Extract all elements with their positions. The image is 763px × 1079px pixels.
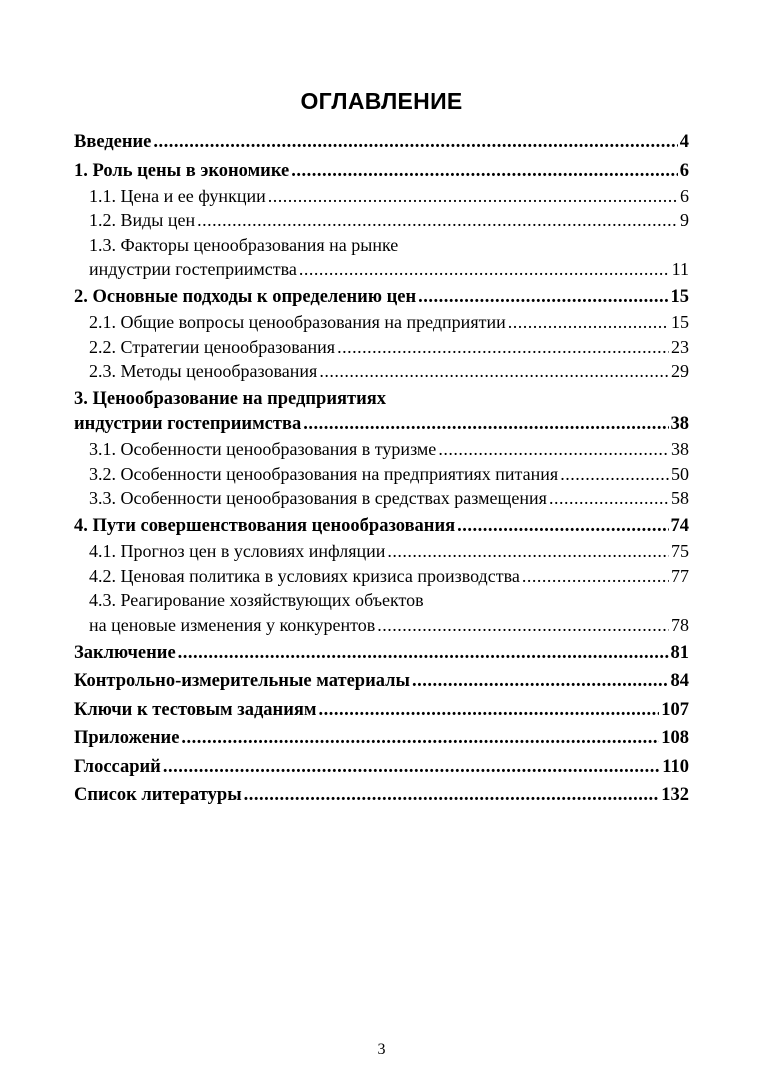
toc-entry-page: 6 [680, 185, 689, 206]
toc-entry-title: 2.1. Общие вопросы ценообразования на предприятии [89, 312, 506, 332]
toc-entry-page: 81 [670, 642, 689, 663]
toc-entry-page: 78 [671, 614, 689, 635]
toc-entry-title-line: 3. Ценообразование на предприятиях [74, 389, 386, 409]
dot-leader [318, 698, 659, 723]
toc-entry-section-3-2[interactable] [74, 462, 689, 487]
toc-entry-title: 2. Основные подходы к определению цен [74, 287, 417, 307]
dot-leader [153, 130, 677, 155]
toc-entry-page: 9 [680, 210, 689, 230]
toc-entry-introduction[interactable] [74, 130, 689, 155]
toc-entry-title-line: 1.3. Факторы ценообразования на рынке [89, 234, 399, 255]
toc-entry-title: Приложение [74, 728, 180, 748]
page-number: 3 [377, 1041, 386, 1058]
dot-leader [244, 783, 660, 808]
toc-entry-title: 1.1. Цена и ее функции [89, 185, 266, 206]
toc-entry-page: 110 [662, 756, 689, 777]
dot-leader [549, 486, 669, 511]
toc-entry-page: 74 [670, 516, 689, 536]
toc-entry-assessment-materials[interactable] [74, 669, 689, 694]
toc-entry-title: Заключение [74, 642, 176, 663]
toc-entry-page: 107 [661, 699, 689, 720]
toc-entry-title: 2.3. Методы ценообразования [89, 361, 318, 381]
toc-entry-bibliography[interactable] [74, 783, 689, 808]
toc-entry-title: Контрольно-измерительные материалы [74, 671, 410, 691]
toc-entry-page: 15 [670, 287, 689, 307]
toc-entry-section-4-2[interactable] [74, 564, 689, 589]
toc-entry-page: 11 [671, 259, 689, 279]
toc-entry-page: 58 [671, 488, 689, 508]
toc-entry-section-1-3[interactable] [74, 233, 689, 282]
toc-entry-conclusion[interactable] [74, 641, 689, 666]
dot-leader [457, 514, 668, 539]
toc-entry-title: на ценовые изменения у конкурентов [89, 614, 376, 635]
toc-entry-title: индустрии гостеприимства [74, 414, 302, 434]
toc-entry-page: 15 [671, 312, 689, 332]
toc-entry-title: 3.2. Особенности ценообразования на предприятиях питания [89, 463, 559, 484]
dot-leader [412, 669, 669, 694]
dot-leader [522, 564, 669, 589]
dot-leader [560, 462, 669, 487]
toc-entry-title: 3.3. Особенности ценообразования в средствах размещения [89, 488, 547, 508]
toc-entry-section-4-3[interactable] [74, 588, 689, 637]
toc-entry-section-1-1[interactable] [74, 184, 689, 209]
dot-leader [438, 437, 669, 462]
toc-entry-page: 108 [661, 728, 689, 748]
toc-entry-page: 38 [670, 414, 689, 434]
toc-entry-page: 23 [671, 336, 689, 357]
toc-entry-chapter-4[interactable] [74, 514, 689, 539]
toc-entry-page: 50 [671, 463, 689, 484]
toc-entry-page: 29 [671, 361, 689, 381]
toc-entry-section-2-1[interactable] [74, 310, 689, 335]
toc-entry-title-line: 4.3. Реагирование хозяйствующих объектов [89, 590, 424, 610]
toc-entry-title: Глоссарий [74, 756, 161, 777]
dot-leader [337, 335, 669, 360]
toc-entry-title: Ключи к тестовым заданиям [74, 699, 317, 720]
toc-entry-section-1-2[interactable] [74, 208, 689, 233]
toc-entry-page: 75 [671, 541, 689, 561]
toc-entry-title: 4.1. Прогноз цен в условиях инфляции [89, 541, 386, 561]
toc-entry-title: 4. Пути совершенствования ценообразования [74, 516, 456, 536]
dot-leader [377, 613, 669, 638]
toc-entry-section-4-1[interactable] [74, 539, 689, 564]
dot-leader [291, 159, 678, 184]
toc-entry-test-keys[interactable] [74, 698, 689, 723]
toc-entry-section-3-3[interactable] [74, 486, 689, 511]
toc-entry-page: 77 [671, 565, 689, 586]
dot-leader [303, 412, 668, 437]
toc-entry-section-2-2[interactable] [74, 335, 689, 360]
toc-entry-chapter-3[interactable] [74, 387, 689, 437]
toc-entry-title: 1. Роль цены в экономике [74, 160, 290, 181]
toc-entry-chapter-2[interactable] [74, 285, 689, 310]
toc-entry-page: 6 [679, 160, 689, 181]
dot-leader [319, 359, 669, 384]
dot-leader [178, 641, 669, 666]
dot-leader [299, 257, 670, 282]
dot-leader [163, 755, 660, 780]
toc-entry-page: 4 [679, 132, 689, 152]
dot-leader [268, 184, 678, 209]
toc-entry-page: 38 [671, 439, 689, 459]
toc-entry-page: 84 [670, 671, 689, 691]
page-title: ОГЛАВЛЕНИЕ [300, 88, 463, 114]
dot-leader [418, 285, 668, 310]
toc-entry-section-3-1[interactable] [74, 437, 689, 462]
toc-entry-page: 132 [661, 785, 689, 805]
dot-leader [508, 310, 669, 335]
dot-leader [197, 208, 678, 233]
toc-entry-section-2-3[interactable] [74, 359, 689, 384]
toc-entry-chapter-1[interactable] [74, 159, 689, 184]
table-of-contents [74, 130, 689, 808]
toc-entry-title: индустрии гостеприимства [89, 259, 297, 279]
toc-entry-title: 2.2. Стратегии ценообразования [89, 336, 336, 357]
toc-entry-title: 3.1. Особенности ценообразования в туризме [89, 439, 437, 459]
toc-entry-title: Введение [74, 132, 152, 152]
dot-leader [181, 726, 659, 751]
toc-entry-title: 1.2. Виды цен [89, 210, 196, 230]
toc-entry-glossary[interactable] [74, 755, 689, 780]
dot-leader [387, 539, 669, 564]
toc-entry-appendix[interactable] [74, 726, 689, 751]
toc-entry-title: Список литературы [74, 785, 242, 805]
toc-entry-title: 4.2. Ценовая политика в условиях кризиса производства [89, 565, 520, 586]
